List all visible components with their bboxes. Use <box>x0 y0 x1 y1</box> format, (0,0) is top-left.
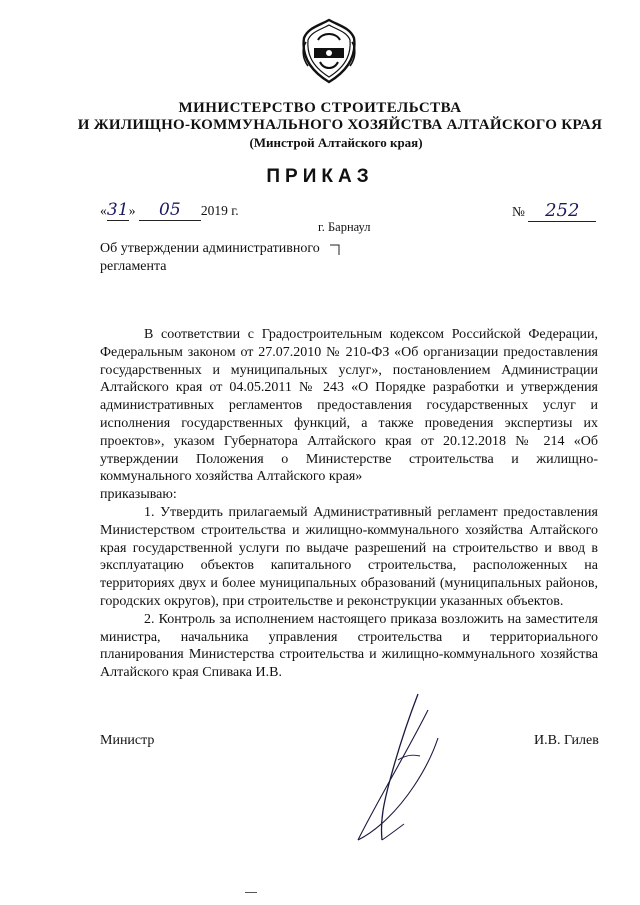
signatory-name: И.В. Гилев <box>534 733 599 748</box>
ministry-name-line1: МИНИСТЕРСТВО СТРОИТЕЛЬСТВА <box>178 100 462 116</box>
footer-dash <box>245 892 257 893</box>
subject-line-1: Об утверждении административного <box>100 241 320 256</box>
number-prefix: № <box>512 204 525 219</box>
date-field <box>100 200 239 221</box>
handwritten-signature <box>338 690 468 850</box>
ministry-name-line2: И ЖИЛИЩНО-КОММУНАЛЬНОГО ХОЗЯЙСТВА АЛТАЙСКОГО КРАЯ <box>77 117 603 133</box>
document-body <box>100 326 598 682</box>
ministry-short-name: (Минстрой Алтайского края) <box>249 135 423 150</box>
order-word: приказываю: <box>100 487 177 503</box>
coat-of-arms-emblem <box>300 18 358 84</box>
preamble-paragraph: В соответствии с Градостроительным кодексом Российской Федерации, Федеральным законом от 27.07.2010 № 210-ФЗ «Об организации предоставления государственных и муниципальных услуг», постановлением Администрации Алтайского края от 04.05.2011 № 243 «О Порядке разработки и утверждения административных регламентов предоставления государственных услуг и исполнения государственных функций, а также проведения экспертизы их проектов», указом Губернатора Алтайского края от 20.12.2018 № 214 «Об утверждении Положения о Министерстве строительства и жилищно-коммунального хозяйства Алтайского края» <box>100 327 598 485</box>
subject-corner-mark <box>330 244 340 256</box>
date-close-quote: » <box>128 203 136 218</box>
signatory-title: Министр <box>100 733 155 748</box>
date-month: 05 <box>139 200 201 221</box>
date-year: 2019 г. <box>200 203 239 218</box>
order-item-1: 1. Утвердить прилагаемый Административный регламент предоставления Министерством строительства и жилищно-коммунального хозяйства Алтайского края государственной услуги по выдаче разрешений на строительство и ввод в эксплуатацию объектов капитального строительства, расположенных на территориях двух и более муниципальных образований (муниципальных районов, городских округов), при строительстве и реконструкции указанных объектов. <box>100 504 598 609</box>
city-label: г. Барнаул <box>318 220 371 234</box>
date-day: 31 <box>106 200 129 220</box>
order-number-field <box>512 200 596 222</box>
document-title: ПРИКАЗ <box>266 166 374 187</box>
order-item-2: 2. Контроль за исполнением настоящего приказа возложить на заместителя министра, начальника управления строительства и территориального планирования Министерства строительства и жилищно-коммунального хозяйства Алтайского края Спивака И.В. <box>100 611 598 681</box>
subject-line-2: регламента <box>100 259 167 274</box>
document-subject <box>100 240 340 276</box>
date-open-quote: « <box>100 203 107 218</box>
order-number: 252 <box>528 200 596 222</box>
